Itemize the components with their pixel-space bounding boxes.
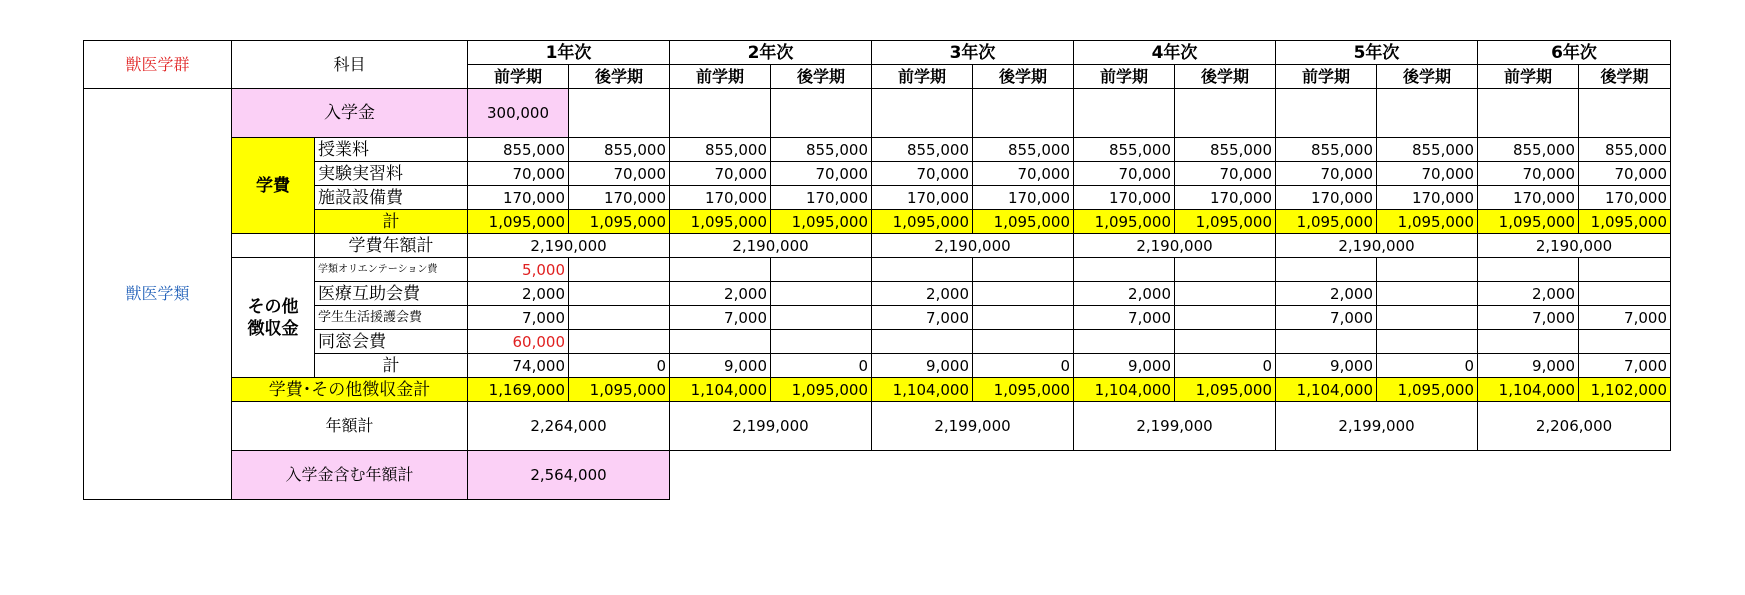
empty-cell (1276, 89, 1377, 138)
year-header: 1年次 (468, 41, 670, 65)
empty-cell (1074, 89, 1175, 138)
amount-cell: 2,000 (1074, 282, 1175, 306)
amount-cell: 170,000 (771, 186, 872, 210)
amount-cell (670, 330, 771, 354)
amount-cell: 170,000 (1478, 186, 1579, 210)
annual-total-value: 2,206,000 (1478, 402, 1671, 451)
amount-cell (1478, 330, 1579, 354)
amount-cell (1579, 330, 1671, 354)
amount-cell: 70,000 (1579, 162, 1671, 186)
annual-value: 2,190,000 (468, 234, 670, 258)
empty-cell (771, 89, 872, 138)
tuition-group-label: 学費 (232, 138, 315, 234)
other-fee-row (84, 258, 1671, 282)
semester-header: 後学期 (1377, 65, 1478, 89)
annual-total-row (84, 402, 1671, 451)
combined-cell: 1,095,000 (771, 378, 872, 402)
subtotal-cell: 9,000 (1478, 354, 1579, 378)
combined-cell: 1,104,000 (1074, 378, 1175, 402)
amount-cell: 2,000 (1478, 282, 1579, 306)
fee-table (83, 40, 1671, 500)
empty-cell (872, 89, 973, 138)
amount-cell: 855,000 (1175, 138, 1276, 162)
amount-cell (973, 306, 1074, 330)
amount-cell (1276, 258, 1377, 282)
other-fee-row (84, 330, 1671, 354)
amount-cell: 70,000 (771, 162, 872, 186)
amount-cell (872, 330, 973, 354)
combined-cell: 1,095,000 (973, 378, 1074, 402)
subtotal-cell: 1,095,000 (1478, 210, 1579, 234)
combined-cell: 1,169,000 (468, 378, 569, 402)
amount-cell (1478, 258, 1579, 282)
amount-cell: 70,000 (1478, 162, 1579, 186)
with-admission-row (84, 451, 1671, 500)
amount-cell: 170,000 (670, 186, 771, 210)
empty-cell (1579, 89, 1671, 138)
amount-cell: 70,000 (569, 162, 670, 186)
amount-cell (872, 258, 973, 282)
amount-cell: 170,000 (872, 186, 973, 210)
amount-cell: 60,000 (468, 330, 569, 354)
subtotal-cell: 1,095,000 (973, 210, 1074, 234)
year-header: 5年次 (1276, 41, 1478, 65)
amount-cell: 5,000 (468, 258, 569, 282)
amount-cell (1175, 258, 1276, 282)
amount-cell (1175, 282, 1276, 306)
amount-cell (1175, 330, 1276, 354)
combined-cell: 1,104,000 (670, 378, 771, 402)
semester-header: 前学期 (872, 65, 973, 89)
amount-cell: 855,000 (670, 138, 771, 162)
empty-cell (1175, 89, 1276, 138)
amount-cell (1175, 306, 1276, 330)
subtotal-label: 計 (315, 210, 468, 234)
amount-cell (569, 258, 670, 282)
with-admission-value: 2,564,000 (468, 451, 670, 500)
tuition-row (84, 162, 1671, 186)
admission-row (84, 89, 1671, 138)
combined-cell: 1,104,000 (1276, 378, 1377, 402)
amount-cell (1074, 258, 1175, 282)
amount-cell: 855,000 (771, 138, 872, 162)
fee-table-container (83, 40, 1671, 500)
annual-value: 2,190,000 (670, 234, 872, 258)
amount-cell (1377, 306, 1478, 330)
amount-cell: 70,000 (1276, 162, 1377, 186)
amount-cell (1377, 330, 1478, 354)
subtotal-cell: 1,095,000 (1276, 210, 1377, 234)
header-row-years (84, 41, 1671, 65)
amount-cell: 7,000 (1074, 306, 1175, 330)
row-label: 医療互助会費 (315, 282, 468, 306)
amount-cell (771, 306, 872, 330)
other-subtotal-row (84, 354, 1671, 378)
annual-total-label: 年額計 (232, 402, 468, 451)
combined-label: 学費･その他徴収金計 (232, 378, 468, 402)
amount-cell: 170,000 (468, 186, 569, 210)
amount-cell: 855,000 (973, 138, 1074, 162)
semester-header: 後学期 (771, 65, 872, 89)
subtotal-cell: 1,095,000 (872, 210, 973, 234)
admission-value: 300,000 (468, 89, 569, 138)
semester-header: 後学期 (1175, 65, 1276, 89)
combined-cell: 1,095,000 (1377, 378, 1478, 402)
semester-header: 後学期 (1579, 65, 1671, 89)
subtotal-cell: 1,095,000 (569, 210, 670, 234)
year-header: 4年次 (1074, 41, 1276, 65)
amount-cell (1377, 282, 1478, 306)
combined-cell: 1,104,000 (872, 378, 973, 402)
amount-cell: 2,000 (468, 282, 569, 306)
amount-cell: 855,000 (569, 138, 670, 162)
amount-cell: 855,000 (1579, 138, 1671, 162)
annual-value: 2,190,000 (1478, 234, 1671, 258)
amount-cell (1276, 330, 1377, 354)
amount-cell (973, 330, 1074, 354)
annual-label: 学費年額計 (315, 234, 468, 258)
combined-total-row (84, 378, 1671, 402)
group-label: 獣医学群 (84, 41, 232, 89)
annual-total-value: 2,199,000 (872, 402, 1074, 451)
amount-cell: 7,000 (468, 306, 569, 330)
semester-header: 前学期 (1276, 65, 1377, 89)
annual-total-value: 2,199,000 (1074, 402, 1276, 451)
amount-cell: 70,000 (1074, 162, 1175, 186)
other-group-label-line1: その他 (247, 296, 299, 317)
combined-cell: 1,095,000 (569, 378, 670, 402)
other-group-label (232, 258, 315, 378)
year-header: 3年次 (872, 41, 1074, 65)
semester-header: 前学期 (1478, 65, 1579, 89)
row-label: 同窓会費 (315, 330, 468, 354)
combined-cell: 1,104,000 (1478, 378, 1579, 402)
amount-cell: 855,000 (1074, 138, 1175, 162)
semester-header: 前学期 (1074, 65, 1175, 89)
subtotal-cell: 1,095,000 (468, 210, 569, 234)
amount-cell: 855,000 (1478, 138, 1579, 162)
subtotal-cell: 9,000 (1276, 354, 1377, 378)
empty-cell (569, 89, 670, 138)
amount-cell (771, 282, 872, 306)
amount-cell: 70,000 (468, 162, 569, 186)
amount-cell: 855,000 (468, 138, 569, 162)
amount-cell (569, 306, 670, 330)
empty-cell (973, 89, 1074, 138)
amount-cell: 70,000 (1377, 162, 1478, 186)
amount-cell (771, 330, 872, 354)
tuition-annual-row (84, 234, 1671, 258)
tuition-subtotal-row (84, 210, 1671, 234)
annual-value: 2,190,000 (1074, 234, 1276, 258)
semester-header: 後学期 (973, 65, 1074, 89)
semester-header: 後学期 (569, 65, 670, 89)
amount-cell: 170,000 (1377, 186, 1478, 210)
other-fee-row (84, 306, 1671, 330)
subtotal-cell: 0 (771, 354, 872, 378)
amount-cell (569, 330, 670, 354)
empty-area (670, 451, 1671, 500)
amount-cell: 70,000 (670, 162, 771, 186)
annual-total-value: 2,199,000 (1276, 402, 1478, 451)
amount-cell: 2,000 (670, 282, 771, 306)
subtotal-cell: 1,095,000 (1377, 210, 1478, 234)
subtotal-cell: 0 (1377, 354, 1478, 378)
amount-cell: 855,000 (872, 138, 973, 162)
amount-cell: 170,000 (1074, 186, 1175, 210)
amount-cell: 170,000 (1276, 186, 1377, 210)
amount-cell: 2,000 (1276, 282, 1377, 306)
amount-cell: 70,000 (872, 162, 973, 186)
amount-cell (670, 258, 771, 282)
amount-cell (771, 258, 872, 282)
amount-cell: 70,000 (973, 162, 1074, 186)
amount-cell: 170,000 (1175, 186, 1276, 210)
amount-cell: 2,000 (872, 282, 973, 306)
amount-cell: 855,000 (1276, 138, 1377, 162)
with-admission-label: 入学金含む年額計 (232, 451, 468, 500)
empty-cell (1478, 89, 1579, 138)
row-label: 実験実習料 (315, 162, 468, 186)
subtotal-cell: 0 (1175, 354, 1276, 378)
subtotal-cell: 9,000 (1074, 354, 1175, 378)
year-header: 2年次 (670, 41, 872, 65)
subtotal-cell: 1,095,000 (1579, 210, 1671, 234)
row-label: 学類オリエンテーション費 (315, 258, 468, 282)
other-group-label-line2: 徴収金 (247, 318, 299, 339)
subtotal-cell: 1,095,000 (1074, 210, 1175, 234)
subtotal-cell: 1,095,000 (771, 210, 872, 234)
combined-cell: 1,095,000 (1175, 378, 1276, 402)
amount-cell: 855,000 (1377, 138, 1478, 162)
amount-cell: 7,000 (1276, 306, 1377, 330)
subtotal-cell: 74,000 (468, 354, 569, 378)
amount-cell (1377, 258, 1478, 282)
amount-cell: 7,000 (872, 306, 973, 330)
subject-header: 科目 (232, 41, 468, 89)
annual-value: 2,190,000 (1276, 234, 1478, 258)
admission-label: 入学金 (232, 89, 468, 138)
amount-cell: 70,000 (1175, 162, 1276, 186)
tuition-row (84, 186, 1671, 210)
combined-cell: 1,102,000 (1579, 378, 1671, 402)
subtotal-label: 計 (315, 354, 468, 378)
amount-cell: 7,000 (1478, 306, 1579, 330)
amount-cell: 170,000 (569, 186, 670, 210)
subtotal-cell: 9,000 (872, 354, 973, 378)
subtotal-cell: 1,095,000 (670, 210, 771, 234)
annual-total-value: 2,264,000 (468, 402, 670, 451)
tuition-row (84, 138, 1671, 162)
other-fee-row (84, 282, 1671, 306)
subtotal-cell: 1,095,000 (1175, 210, 1276, 234)
annual-total-value: 2,199,000 (670, 402, 872, 451)
annual-value: 2,190,000 (872, 234, 1074, 258)
amount-cell: 7,000 (670, 306, 771, 330)
amount-cell (973, 282, 1074, 306)
department-label: 獣医学類 (84, 89, 232, 500)
amount-cell: 7,000 (1579, 306, 1671, 330)
row-label: 学生生活援護会費 (315, 306, 468, 330)
row-label: 施設設備費 (315, 186, 468, 210)
amount-cell (1579, 282, 1671, 306)
amount-cell: 170,000 (1579, 186, 1671, 210)
semester-header: 前学期 (468, 65, 569, 89)
amount-cell (569, 282, 670, 306)
year-header: 6年次 (1478, 41, 1671, 65)
empty-cell (1377, 89, 1478, 138)
amount-cell (1074, 330, 1175, 354)
subtotal-cell: 0 (973, 354, 1074, 378)
amount-cell (973, 258, 1074, 282)
empty-cell (670, 89, 771, 138)
amount-cell (1579, 258, 1671, 282)
amount-cell: 170,000 (973, 186, 1074, 210)
row-label: 授業料 (315, 138, 468, 162)
subtotal-cell: 9,000 (670, 354, 771, 378)
semester-header: 前学期 (670, 65, 771, 89)
subtotal-cell: 7,000 (1579, 354, 1671, 378)
subtotal-cell: 0 (569, 354, 670, 378)
empty-cell (232, 234, 315, 258)
